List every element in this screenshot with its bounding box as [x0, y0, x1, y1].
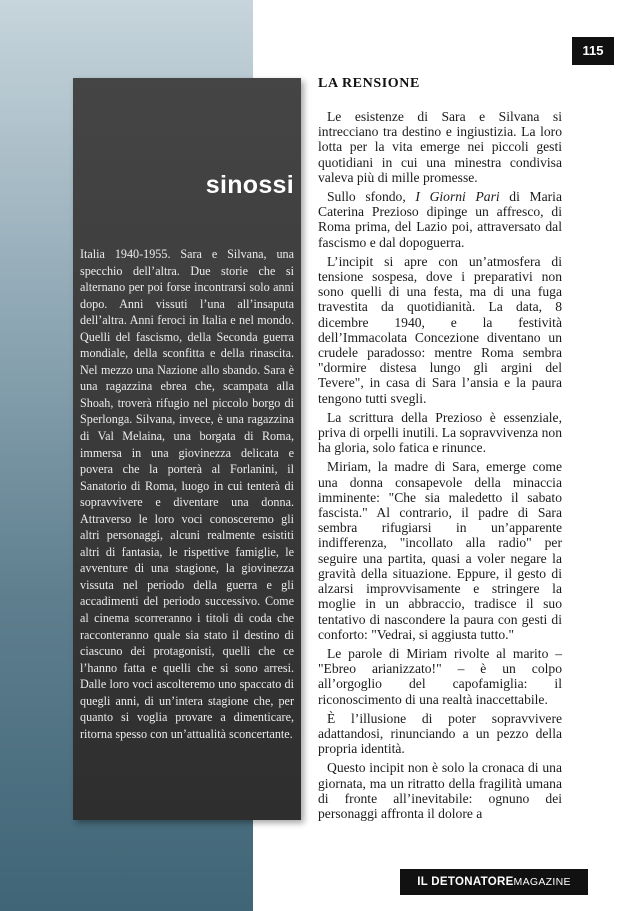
article-paragraph: Le esistenze di Sara e Silvana si intrecciano tra destino e ingiustizia. La loro lotta per la vita emerge nei piccoli gesti quotidiani in cui una minestra condivisa valeva più di mille promesse.: [318, 109, 562, 185]
article-paragraph: Questo incipit non è solo la cronaca di una giornata, ma un ritratto della fragilità umana di fronte all’inevitabile: ognuno dei personaggi affronta il dolore a: [318, 760, 562, 821]
book-title: I Giorni Pari: [415, 189, 500, 205]
synopsis-text: Italia 1940-1955. Sara e Silvana, una specchio dell’altra. Due storie che si alternano per poi forse incontrarsi solo anni dopo. Anni vissuti l’una all’insaputa dell’altra. Anni feroci in Italia e nel mondo. Quelli del fascismo, della Seconda guerra mondiale, della sconfitta e della rinascita. Nel mezzo una Nazione allo sbando. Sara è una ragazzina ebrea che, scampata alla Shoah, troverà rifugio nel piccolo borgo di Sperlonga. Silvana, invece, è una ragazzina di Val Melaina, una borgata di Roma, immersa in una giovinezza delicata e povera che la porterà al Forlanini, il Sanatorio di Roma, luogo in cui tenterà di sopravvivere e diventare una donna. Attraverso le loro voci conosceremo gli altri personaggi, alcuni realmente esistiti altri di fantasia, le rispettive famiglie, le avventure di una stagione, la giovinezza vissuta nel periodo della guerra e gli accadimenti del periodo successivo. Come al cinema scorreranno i titoli di coda che racconteranno quale sia stato il destino di ciascuno dei protagonisti, quelli che ce l’hanno fatta e quelli che si sono arresi. Dalle loro voci ascolteremo uno spaccato di quegli anni, di un’intera stagione che, per quanto si voglia provare a dimenticare, ritorna spesso con un’attualità sconcertante.: [80, 247, 294, 741]
synopsis-title: sinossi: [205, 171, 294, 199]
article-title: LA RENSIONE: [318, 76, 420, 91]
article-paragraph: È l’illusione di poter sopravvivere adattandosi, rinunciando a un pezzo della propria identità.: [318, 710, 562, 757]
article-paragraph: [318, 189, 562, 250]
magazine-brand: IL DETONATORE: [417, 876, 514, 888]
article-body: [318, 109, 562, 825]
article-paragraph: Miriam, la madre di Sara, emerge come una donna consapevole della minaccia imminente: "Che sia maledetto il sabato fascista." Al contrario, il padre di Sara sembra rifugiarsi in un’apparente indifferenza, "incollato alla radio" per seguire una partita, quasi a voler negare la gravità della situazione. Eppure, il gesto di alzarsi improvvisamente e stringere la moglie in un abbraccio, tradisce il suo tentativo di nascondere la paura con gesti di conforto: "Vedrai, si aggiusta tutto.": [318, 459, 562, 642]
article-paragraph: L’incipit si apre con un’atmosfera di tensione sospesa, dove i preparativi non sono quelli di una festa, ma di una fuga travestita da quotidianità. La data, 8 dicembre 1940, e la festività dell’Immacolata Concezione diventano un crudele paradosso: mentre Roma sembra "dormire distesa lungo gli argini del Tevere", in casa di Sara l’ansia e la paura tengono tutti svegli.: [318, 253, 562, 406]
magazine-logo: [400, 869, 588, 895]
page-number: 115: [572, 37, 614, 65]
article-paragraph: Le parole di Miriam rivolte al marito – "Ebreo arianizzato!" – è un colpo all’orgoglio del capofamiglia: il riconoscimento di una realtà inaccettabile.: [318, 645, 562, 707]
magazine-suffix: MAGAZINE: [513, 876, 571, 888]
article-text: Sullo sfondo,: [327, 189, 416, 205]
article-paragraph: La scrittura della Prezioso è essenziale, priva di orpelli inutili. La sopravvivenza non ha gloria, solo fatica e rinunce.: [318, 409, 562, 456]
article-text: di Maria Caterina Prezioso dipinge un affresco, di Roma prima, del Lazio poi, attraversato dal fascismo e dal dopoguerra.: [318, 189, 562, 250]
